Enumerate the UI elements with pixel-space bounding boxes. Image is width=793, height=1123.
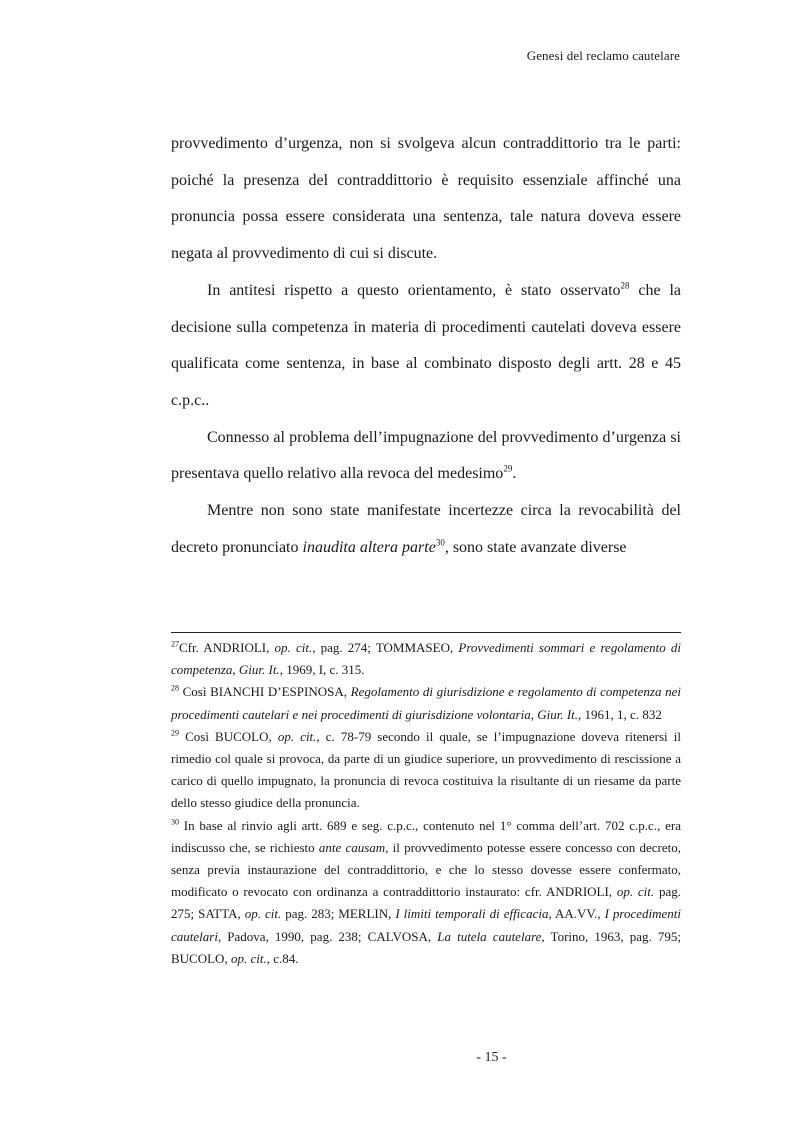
- paragraph-1: provvedimento d’urgenza, non si svolgeva alcun contraddittorio tra le parti: poiché la presenza del contraddittorio è requisito essenziale affinché una pronuncia possa essere considerata una sentenza, tale natura doveva essere negata al provvedimento di cui si discute.: [171, 135, 681, 263]
- footnote-separator: [171, 632, 681, 633]
- footnote-27: $^{27}$Cfr. ANDRIOLI, op. cit., pag. 274; TOMMASEO, Provvedimenti sommari e regolamento di competenza, Giur. It., 1969, I, c. 315.: [171, 639, 681, 678]
- running-header: Genesi del reclamo cautelare: [526, 48, 680, 63]
- footnote-30: $^{30}$ In base al rinvio agli artt. 689 e seg. c.p.c., contenuto nel 1° comma dell’art. 702 c.p.c., era indiscusso che, se richiesto ante causam, il provvedimento potesse essere concesso con decreto, senza previa instaurazione del contraddittorio, e che lo stesso dovesse essere confermato, modificato o revocato con ordinanza a contraddittorio instaurato: cfr. ANDRIOLI, op. cit. pag. 275; SATTA, op. cit. pag. 283; MERLIN, I limiti temporali di efficacia, AA.VV., I procedimenti cautelari, Padova, 1990, pag. 238; CALVOSA, La tutela cautelare, Torino, 1963, pag. 795; BUCOLO, op. cit., c.84.: [171, 817, 682, 966]
- footnote-29: $^{29}$ Così BUCOLO, op. cit., c. 78-79 secondo il quale, se l’impugnazione doveva ritenersi il rimedio col quale si provoca, da parte di un giudice superiore, un provvedimento di rescissione a carico di quello impugnato, la pronuncia di revoca costituiva la risultante di un riesame da parte dello stesso giudice della pronuncia.: [171, 728, 681, 811]
- italic-phrase: inaudita altera parte: [302, 538, 436, 556]
- paragraph-4: Mentre non sono state manifestate incertezze circa la revocabilità del decreto pronunciato inaudita altera parte$^{30}$, sono state avanzate diverse: [171, 502, 681, 556]
- footnote-28: $^{28}$ Così BIANCHI D’ESPINOSA, Regolamento di giurisdizione e regolamento di competenza nei procedimenti cautelari e nei procedimenti di giurisdizione volontaria, Giur. It., 1961, 1, c. 832: [171, 684, 681, 722]
- footnote-ref-28: 28: [620, 280, 630, 291]
- page-number: - 15 -: [476, 1050, 507, 1065]
- paragraph-2: In antitesi rispetto a questo orientamento, è stato osservato$^{28}$ che la decisione sulla competenza in materia di procedimenti cautelati doveva essere qualificata come sentenza, in base al combinato disposto degli artt. 28 e 45 c.p.c..: [171, 280, 681, 409]
- footnotes: [171, 637, 681, 970]
- footnote-ref-29: 29: [503, 464, 513, 474]
- main-text: [171, 126, 681, 566]
- paragraph-3: Connesso al problema dell’impugnazione del provvedimento d’urgenza si presentava quello relativo alla revoca del medesimo$^{29}$.: [171, 428, 681, 483]
- footnote-ref-30: 30: [435, 537, 445, 548]
